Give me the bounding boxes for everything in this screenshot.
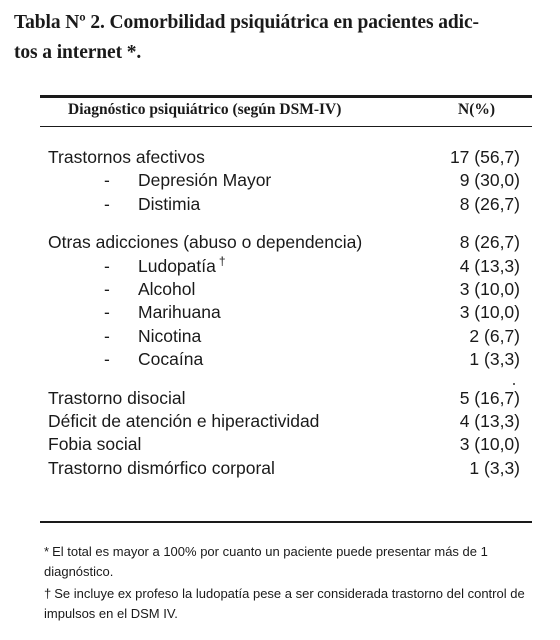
table-subrow [0,193,560,216]
table-title-line-1: Tabla Nº 2. Comorbilidad psiquiátrica en pacientes adic- [14,12,479,33]
diagnosis-label [138,301,221,324]
table-subrow [0,301,560,324]
diagnosis-label [138,325,201,348]
table-title [14,8,550,68]
diagnosis-label-text: Distimia [138,193,201,214]
table-row [0,457,560,480]
footnote [44,542,544,582]
footnote-mark: † [44,586,52,601]
diagnosis-label-text: Trastornos afectivos [48,147,205,167]
footnote-mark: * [44,544,50,559]
footnote-text: Se incluye ex profeso la ludopatía pese a ser considerada trastorno del control de impulsos en el DSM IV. [44,586,525,621]
diagnosis-label-text: Fobia social [48,434,142,455]
table-row [0,410,560,433]
table-subrow [0,255,560,278]
count-percent-value: 1 (3,3) [469,349,520,370]
count-percent-value: 8 (26,7) [459,232,520,253]
column-header-n: N(%) [458,101,496,118]
count-percent-value: 17 (56,7) [449,147,520,167]
scan-speck [513,383,515,385]
count-percent-value: 3 (10,0) [459,434,520,455]
column-header-diagnosis: Diagnóstico psiquiátrico (según DSM-IV) [68,101,342,118]
diagnosis-label [138,255,226,278]
table-subrow [0,169,560,192]
count-percent-value: 3 (10,0) [459,302,520,323]
diagnosis-label [138,348,203,371]
table-title-line-2: tos a internet *. [14,42,142,63]
footnote [44,584,544,624]
table-top-rule [40,95,532,98]
table-row [0,433,560,456]
count-percent-value: 4 (13,3) [459,255,520,276]
diagnosis-label [138,278,195,301]
count-percent-value: 4 (13,3) [459,410,520,431]
table-subrow [0,348,560,371]
diagnosis-label-text: Otras adicciones (abuso o dependencia) [48,232,363,253]
footnote-text: El total es mayor a 100% por cuanto un paciente puede presentar más de 1 diagnóstico. [44,544,488,579]
footnote-dagger-marker: † [218,253,226,268]
table-bottom-rule [40,521,532,523]
sub-item-dash: - [104,255,110,276]
diagnosis-label [48,433,141,456]
diagnosis-label [48,387,185,410]
sub-item-dash: - [104,278,110,299]
table-row [0,231,560,254]
diagnosis-label [48,231,362,254]
table-header-rule [40,126,532,127]
table-body [0,146,560,480]
diagnosis-label-text: Nicotina [138,325,202,346]
diagnosis-label [48,457,275,480]
table-subrow [0,325,560,348]
diagnosis-label-text: Marihuana [138,302,221,323]
diagnosis-label-text: Cocaína [138,349,204,370]
diagnosis-label-text: Trastorno disocial [48,387,186,408]
diagnosis-label-text: Déficit de atención e hiperactividad [48,410,320,431]
sub-item-dash: - [104,170,110,191]
sub-item-dash: - [104,302,110,323]
diagnosis-label-text: Alcohol [138,278,196,299]
sub-item-dash: - [104,193,110,214]
count-percent-value: 9 (30,0) [459,170,520,191]
diagnosis-label-text: Depresión Mayor [138,170,272,191]
sub-item-dash: - [104,325,110,346]
diagnosis-label [138,169,271,192]
diagnosis-label-text: Ludopatía [138,255,216,276]
footnotes [44,542,544,626]
count-percent-value: 2 (6,7) [469,325,520,346]
diagnosis-label-text: Trastorno dismórfico corporal [48,457,275,478]
count-percent-value: 5 (16,7) [459,387,520,408]
table-row [0,146,560,169]
count-percent-value: 8 (26,7) [459,193,520,214]
sub-item-dash: - [104,349,110,370]
diagnosis-label [48,146,205,169]
diagnosis-label [138,193,200,216]
table-subrow [0,278,560,301]
diagnosis-label [48,410,319,433]
count-percent-value: 1 (3,3) [469,457,520,478]
table-row [0,387,560,410]
count-percent-value: 3 (10,0) [459,278,520,299]
